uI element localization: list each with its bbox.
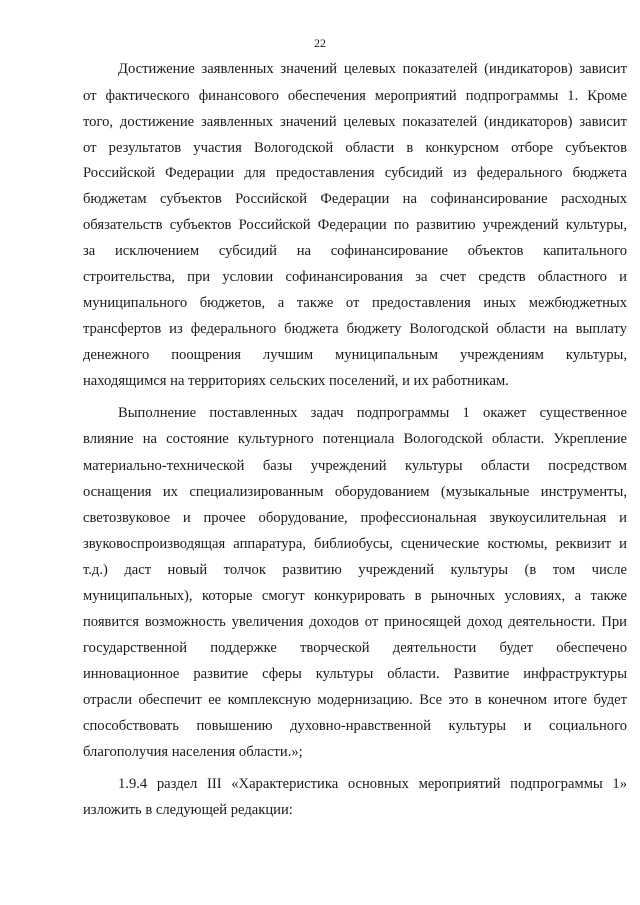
paragraph-2-line: влияние на состояние культурного потенциала Вологодской области. Укрепление — [83, 431, 627, 447]
paragraph-2-line: Выполнение поставленных задач подпрограммы 1 окажет существенное — [118, 405, 627, 421]
paragraph-1-line: строительства, при условии софинансирования за счет средств областного и — [83, 269, 627, 285]
paragraph-1-line: от фактического финансового обеспечения мероприятий подпрограммы 1. Кроме — [83, 88, 627, 104]
paragraph-2-line: государственной поддержке творческой деятельности будет обеспечено — [83, 640, 627, 656]
paragraph-2-line: т.д.) даст новый толчок развитию учреждений культуры (в том числе — [83, 562, 627, 578]
paragraph-1-line: Российской Федерации для предоставления субсидий из федерального бюджета — [83, 165, 627, 181]
paragraph-2-line: благополучия населения области.»; — [83, 744, 303, 760]
paragraph-2-line: способствовать повышению духовно-нравственной культуры и социального — [83, 718, 627, 734]
paragraph-2-line: материально-технической базы учреждений культуры области посредством — [83, 458, 627, 474]
paragraph-1-line: бюджетам субъектов Российской Федерации на софинансирование расходных — [83, 191, 627, 207]
paragraph-2-line: светозвуковое и прочее оборудование, профессиональная звукоусилительная и — [83, 510, 627, 526]
paragraph-1-line: от результатов участия Вологодской области в конкурсном отборе субъектов — [83, 140, 627, 156]
paragraph-2-line: звуковоспроизводящая аппаратура, библиобусы, сценические костюмы, реквизит и — [83, 536, 627, 552]
paragraph-1-line: Достижение заявленных значений целевых показателей (индикаторов) зависит — [118, 61, 627, 77]
paragraph-2-line: оснащения их специализированным оборудованием (музыкальные инструменты, — [83, 484, 627, 500]
paragraph-2-line: появится возможность увеличения доходов от приносящей доход деятельности. При — [83, 614, 627, 630]
paragraph-3-line: 1.9.4 раздел III «Характеристика основных мероприятий подпрограммы 1» — [118, 776, 627, 792]
paragraph-1-line: трансфертов из федерального бюджета бюджету Вологодской области на выплату — [83, 321, 627, 337]
paragraph-1-line: находящимся на территориях сельских поселений, и их работникам. — [83, 373, 509, 389]
paragraph-2-line: муниципальных), которые смогут конкурировать в рыночных условиях, а также — [83, 588, 627, 604]
paragraph-1-line: того, достижение заявленных значений целевых показателей (индикаторов) зависит — [83, 114, 627, 130]
paragraph-1-line: муниципального бюджетов, а также от предоставления иных межбюджетных — [83, 295, 627, 311]
paragraph-1-line: денежного поощрения лучшим муниципальным учреждениям культуры, — [83, 347, 627, 363]
paragraph-3-line: изложить в следующей редакции: — [83, 802, 293, 818]
paragraph-1-line: за исключением субсидий на софинансирование объектов капитального — [83, 243, 627, 259]
paragraph-2-line: инновационное развитие сферы культуры области. Развитие инфраструктуры — [83, 666, 627, 682]
page-number: 22 — [314, 36, 326, 50]
paragraph-2-line: отрасли обеспечит ее комплексную модернизацию. Все это в конечном итоге будет — [83, 692, 627, 708]
paragraph-1-line: обязательств субъектов Российской Федерации по развитию учреждений культуры, — [83, 217, 627, 233]
